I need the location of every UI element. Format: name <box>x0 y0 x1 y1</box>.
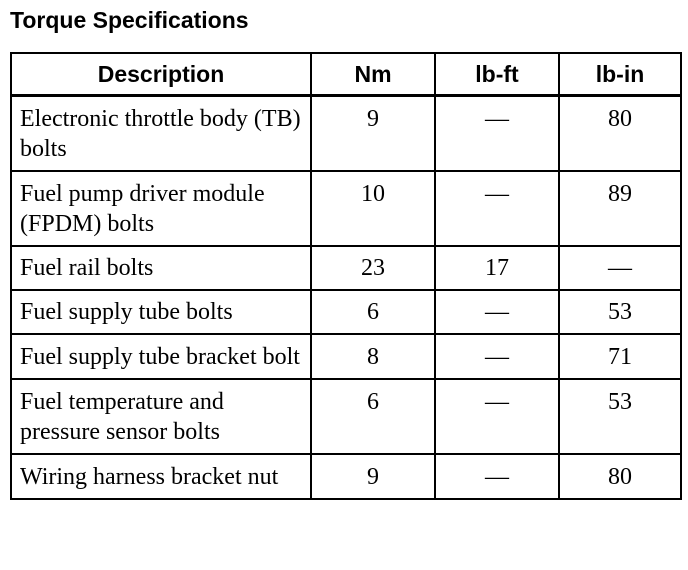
cell-nm: 9 <box>311 96 435 172</box>
cell-lb-in: — <box>559 246 681 290</box>
cell-nm: 8 <box>311 334 435 379</box>
cell-nm: 9 <box>311 454 435 499</box>
column-header-nm: Nm <box>311 53 435 96</box>
table-row <box>11 290 681 334</box>
column-header-description: Description <box>11 53 311 96</box>
cell-description: Fuel supply tube bracket bolt <box>11 334 311 379</box>
cell-lb-in: 80 <box>559 96 681 172</box>
cell-lb-ft: — <box>435 379 559 454</box>
table-row <box>11 379 681 454</box>
cell-nm: 6 <box>311 290 435 334</box>
table-row <box>11 454 681 499</box>
cell-description: Fuel pump driver module (FPDM) bolts <box>11 171 311 246</box>
table-row <box>11 334 681 379</box>
cell-lb-in: 53 <box>559 290 681 334</box>
cell-lb-in: 71 <box>559 334 681 379</box>
cell-lb-ft: — <box>435 290 559 334</box>
cell-lb-in: 80 <box>559 454 681 499</box>
cell-description: Fuel rail bolts <box>11 246 311 290</box>
table-header-row <box>11 53 681 96</box>
cell-lb-ft: — <box>435 171 559 246</box>
cell-lb-ft: — <box>435 454 559 499</box>
torque-spec-table <box>10 52 682 500</box>
cell-lb-ft: 17 <box>435 246 559 290</box>
cell-description: Wiring harness bracket nut <box>11 454 311 499</box>
column-header-lb-ft: lb-ft <box>435 53 559 96</box>
table-row <box>11 171 681 246</box>
cell-lb-in: 53 <box>559 379 681 454</box>
cell-description: Fuel temperature and pressure sensor bolts <box>11 379 311 454</box>
page-title: Torque Specifications <box>10 7 249 33</box>
cell-description: Electronic throttle body (TB) bolts <box>11 96 311 172</box>
cell-nm: 10 <box>311 171 435 246</box>
cell-nm: 23 <box>311 246 435 290</box>
table-row <box>11 96 681 172</box>
cell-description: Fuel supply tube bolts <box>11 290 311 334</box>
cell-lb-in: 89 <box>559 171 681 246</box>
column-header-lb-in: lb-in <box>559 53 681 96</box>
cell-nm: 6 <box>311 379 435 454</box>
table-row <box>11 246 681 290</box>
cell-lb-ft: — <box>435 96 559 172</box>
cell-lb-ft: — <box>435 334 559 379</box>
